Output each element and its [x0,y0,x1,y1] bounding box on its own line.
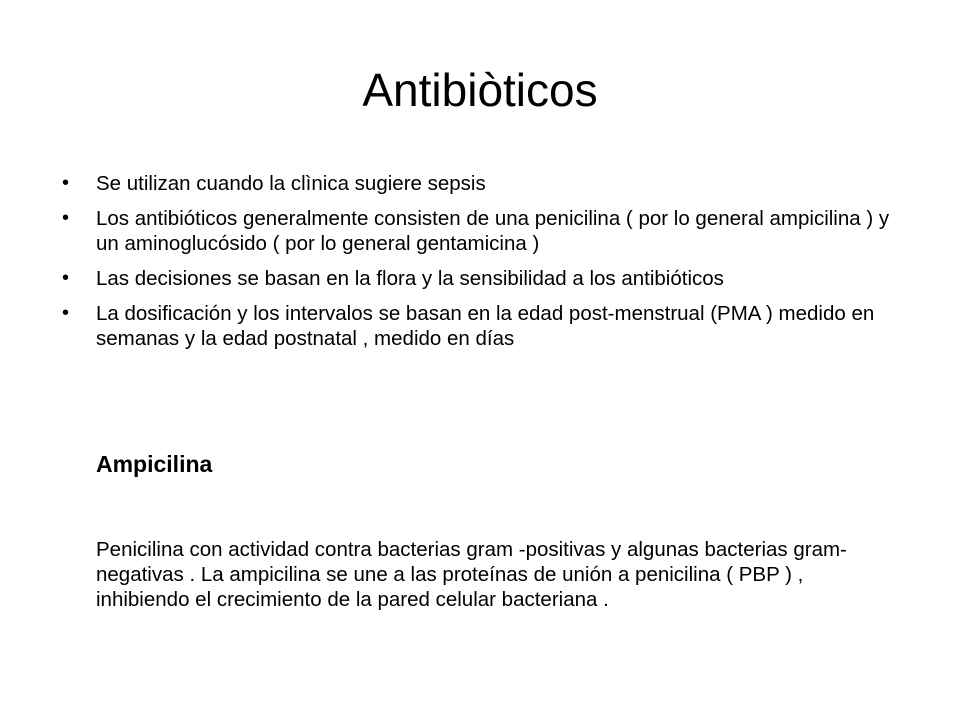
slide-title: Antibiòticos [362,64,598,116]
bullet-marker: • [62,267,70,289]
bullet-marker: • [62,302,70,324]
section-heading: Ampicilina [96,451,213,477]
bullet-text: Los antibióticos generalmente consisten de una penicilina ( por lo general ampicilina ) y un aminoglucósido ( por lo general gentamicina ) [96,207,890,255]
bullet-item [62,171,902,196]
bullet-item [62,266,902,291]
bullet-list [62,171,902,361]
bullet-marker: • [62,207,70,229]
bullet-item [62,301,902,351]
bullet-item [62,206,902,256]
bullet-text: Se utilizan cuando la clìnica sugiere sepsis [96,172,486,195]
bullet-text: Las decisiones se basan en la flora y la sensibilidad a los antibióticos [96,267,724,290]
bullet-text: La dosificación y los intervalos se basan en la edad post-menstrual (PMA ) medido en semanas y la edad postnatal , medido en días [96,302,875,350]
section-body: Penicilina con actividad contra bacterias gram -positivas y algunas bacterias gram-negativas . La ampicilina se une a las proteínas de unión a penicilina ( PBP ) , inhibiendo el crecimiento de la pared celular bacteriana . [96,538,847,611]
bullet-marker: • [62,172,70,194]
